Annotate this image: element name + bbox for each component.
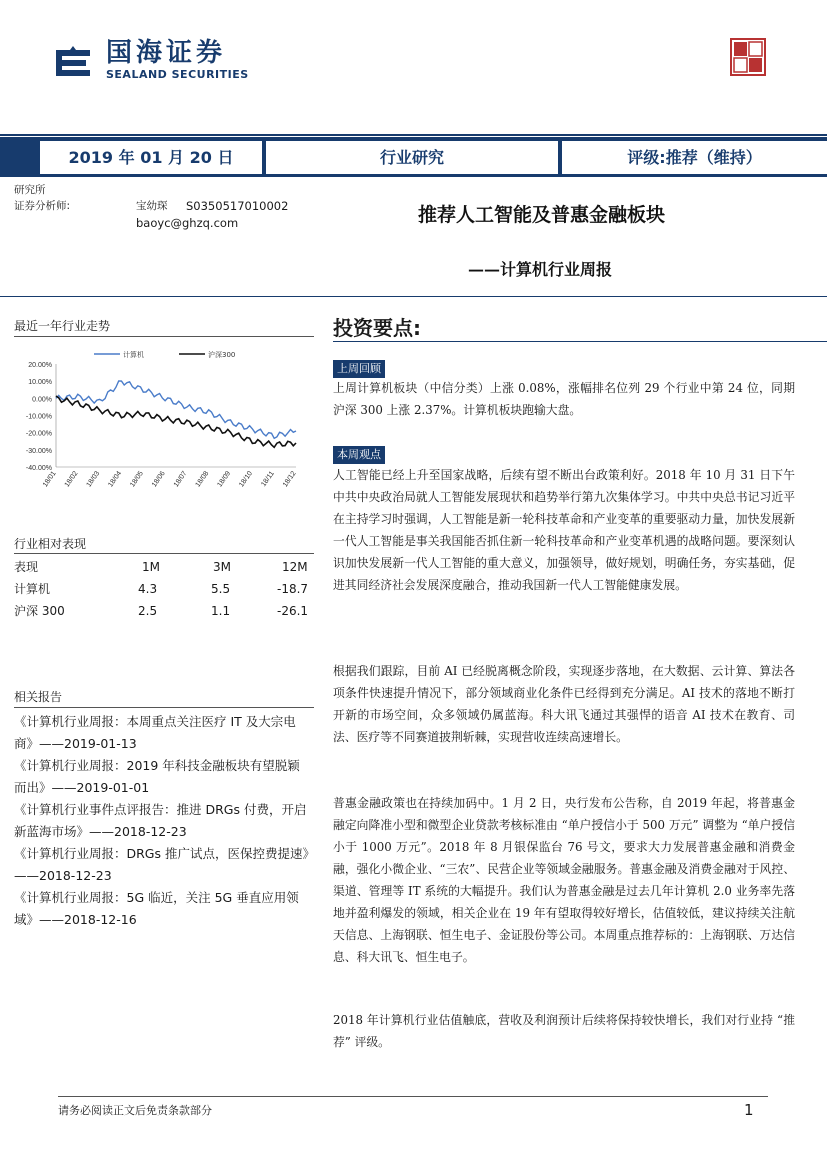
rel-cell: -26.1 bbox=[277, 604, 309, 618]
footer-disclaimer: 请务必阅读正文后免责条款部分 bbox=[58, 1104, 212, 1117]
view-para-2: 根据我们跟踪，目前 AI 已经脱离概念阶段，实现逐步落地，在大数据、云计算、算法各项条件快速提升情况下，部分领域商业化条件已经得到充分满足。AI 技术的落地不断打开新的市场空间，众多领域仍属蓝海。科大讯飞通过其强悍的语音 AI 技术在教育、司法、医疗等不同赛道披荆斩棘，实现营收连续高速增长。 bbox=[333, 664, 795, 744]
x-tick-label: 18/08 bbox=[194, 470, 211, 489]
list-item[interactable] bbox=[14, 755, 312, 799]
x-tick-label: 18/01 bbox=[41, 470, 58, 489]
x-tick-label: 18/06 bbox=[150, 470, 167, 489]
y-tick-label: -40.00% bbox=[25, 465, 52, 472]
rel-cell: -18.7 bbox=[277, 582, 309, 596]
trend-title: 最近一年行业走势 bbox=[14, 319, 111, 333]
header-divider bbox=[0, 296, 827, 297]
rel-cell: 沪深 300 bbox=[14, 604, 65, 618]
rel-header-cell: 12M bbox=[282, 560, 308, 574]
company-logo-icon bbox=[50, 44, 96, 82]
report-title: 推荐人工智能及普惠金融板块 bbox=[418, 204, 666, 226]
y-tick-label: 10.00% bbox=[28, 379, 52, 387]
table-row bbox=[14, 600, 314, 622]
analyst-email[interactable]: baoyc@ghzq.com bbox=[136, 216, 239, 230]
company-name-en: SEALAND SECURITIES bbox=[106, 68, 249, 81]
list-item[interactable] bbox=[14, 799, 312, 843]
report-title: 《计算机行业周报：DRGs 推广试点，医保控费提速》 bbox=[14, 846, 315, 861]
list-item[interactable] bbox=[14, 843, 315, 887]
rel-header-cell: 3M bbox=[213, 560, 231, 574]
investment-title: 投资要点: bbox=[333, 316, 421, 340]
last-week-tag: 上周回顾 bbox=[333, 360, 385, 378]
y-tick-label: -10.00% bbox=[25, 413, 52, 421]
report-subtitle: ——计算机行业周报 bbox=[468, 260, 613, 279]
x-tick-label: 18/07 bbox=[172, 470, 189, 489]
report-title: 《计算机行业周报：5G 临近，关注 5G 垂直应用领域》 bbox=[14, 890, 299, 927]
rel-header-row bbox=[14, 556, 314, 578]
trend-rule bbox=[14, 336, 314, 337]
related-rule bbox=[14, 707, 314, 708]
analyst-name: 宝幼琛 bbox=[136, 200, 168, 212]
last-week-text: 上周计算机板块（中信分类）上涨 0.08%，涨幅排名位列 29 个行业中第 24 位，同期沪深 300 上涨 2.37%。计算机板块跑输大盘。 bbox=[333, 381, 795, 417]
list-item[interactable] bbox=[14, 711, 312, 755]
view-para-4: 2018 年计算机行业估值触底，营收及利润预计后续将保持较快增长，我们对行业持 “推荐” 评级。 bbox=[333, 1013, 795, 1049]
footer-rule bbox=[58, 1096, 768, 1097]
analyst-role: 证券分析师: bbox=[14, 200, 71, 212]
report-rating: 评级:推荐（维持） bbox=[627, 148, 762, 167]
banner-top-rule bbox=[0, 134, 827, 136]
trend-chart bbox=[14, 342, 314, 492]
report-date: ——2019-01-01 bbox=[51, 780, 150, 795]
investment-rule bbox=[333, 341, 827, 342]
x-tick-label: 18/03 bbox=[85, 470, 102, 489]
rel-perf-title: 行业相对表现 bbox=[14, 537, 87, 551]
y-tick-label: 20.00% bbox=[28, 362, 52, 369]
x-tick-label: 18/09 bbox=[216, 470, 233, 489]
rel-cell: 1.1 bbox=[211, 604, 231, 618]
page-number: 1 bbox=[744, 1101, 754, 1119]
research-stamp bbox=[730, 38, 766, 76]
rel-header-cell: 1M bbox=[142, 560, 160, 574]
rel-cell: 4.3 bbox=[138, 582, 158, 596]
view-para-3: 普惠金融政策也在持续加码中。1 月 2 日，央行发布公告称，自 2019 年起，将普惠金融定向降准小型和微型企业贷款考核标准由 “单户授信小于 500 万元” 调整为 “单户授信小于 1000 万元”。2018 年 8 月银保监台 76 号文，要求大力发展普惠金融和消费金融，强化小微企业、“三农”、民营企业等领域金融服务。普惠金融及消费金融对于风控、渠道、管理等 IT 系统的大幅提升。我们认为普惠金融是过去几年计算机 2.0 业务率先落地并盈利爆发的领域，相关企业在 19 年有望取得较好增长，估值较低，建议持续关注航天信息、上海钢联、恒生电子、金证股份等公司。本周重点推荐标的：上海钢联、万达信息、科大讯飞、恒生电子。 bbox=[333, 796, 795, 964]
legend-label: 计算机 bbox=[123, 351, 144, 359]
rel-header-cell: 表现 bbox=[14, 560, 39, 574]
view-para-1: 人工智能已经上升至国家战略，后续有望不断出台政策利好。2018 年 10 月 31 日下午中共中央政治局就人工智能发展现状和趋势举行第九次集体学习。中共中央总书记习近平在主持学习时强调，人工智能是新一轮科技革命和产业变革的重要驱动力量，加快发展新一代人工智能是事关我国能否抓住新一轮科技革命和产业变革机遇的战略问题。要深刻认识加快发展新一代人工智能的重大意义，加强领导，做好规划，明确任务，夯实基础，促进其同经济社会发展深度融合，推动我国新一代人工智能健康发展。 bbox=[333, 468, 795, 592]
x-tick-label: 18/11 bbox=[260, 470, 276, 489]
analyst-cert: S0350517010002 bbox=[186, 199, 289, 213]
report-title: 《计算机行业周报：2019 年科技金融板块有望脱颖而出》 bbox=[14, 758, 300, 795]
stamp-seal-icon bbox=[730, 38, 766, 76]
x-tick-label: 18/04 bbox=[107, 470, 124, 489]
x-tick-label: 18/02 bbox=[63, 470, 80, 489]
view-tag: 本周观点 bbox=[333, 446, 385, 464]
report-category: 行业研究 bbox=[379, 148, 444, 167]
report-date: ——2018-12-16 bbox=[39, 912, 137, 927]
y-tick-label: -20.00% bbox=[25, 430, 52, 438]
list-item[interactable] bbox=[14, 887, 312, 931]
report-date: ——2018-12-23 bbox=[89, 824, 187, 839]
related-report-list bbox=[14, 711, 315, 931]
table-row bbox=[14, 578, 314, 600]
x-tick-label: 18/05 bbox=[129, 470, 145, 489]
y-tick-label: 0.00% bbox=[32, 396, 52, 404]
rel-cell: 2.5 bbox=[138, 604, 158, 618]
rel-perf-table bbox=[14, 556, 314, 622]
rel-perf-rule bbox=[14, 553, 314, 554]
legend-label: 沪深300 bbox=[208, 351, 236, 359]
rel-cell: 5.5 bbox=[211, 582, 231, 596]
report-title: 《计算机行业事件点评报告：推进 DRGs 付费，开启新蓝海市场》 bbox=[14, 802, 307, 839]
company-name-cn: 国海证券 bbox=[106, 38, 227, 68]
report-title: 《计算机行业周报：本周重点关注医疗 IT 及大宗电商》 bbox=[14, 714, 296, 751]
rel-cell: 计算机 bbox=[14, 582, 51, 596]
related-title: 相关报告 bbox=[14, 690, 63, 704]
x-tick-label: 18/12 bbox=[281, 470, 298, 489]
x-tick-label: 18/10 bbox=[238, 470, 255, 489]
report-date: ——2018-12-23 bbox=[14, 868, 112, 883]
y-tick-label: -30.00% bbox=[25, 447, 52, 455]
report-date: 2019 年 01 月 20 日 bbox=[68, 148, 234, 167]
dept-label: 研究所 bbox=[14, 184, 46, 196]
report-date: ——2019-01-13 bbox=[39, 736, 137, 751]
